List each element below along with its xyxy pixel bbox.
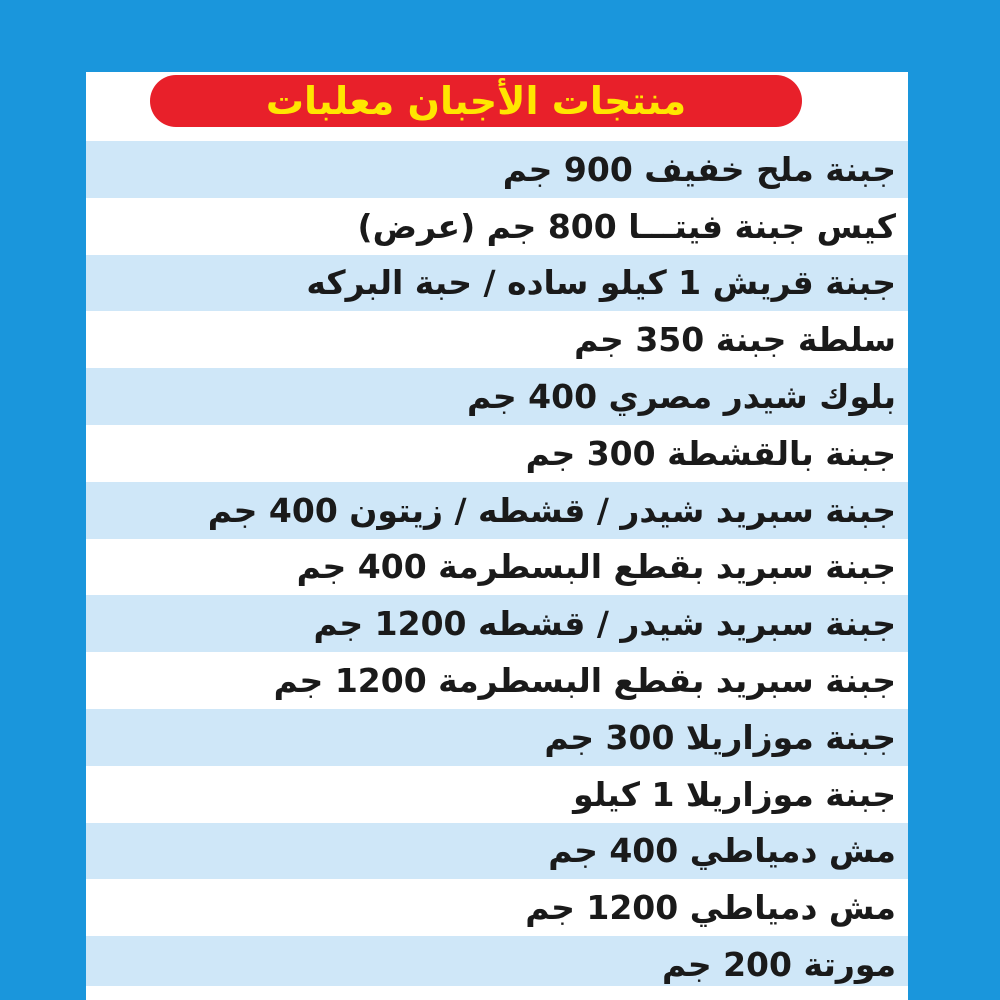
product-label: مش دمياطي 400 جم (548, 831, 896, 871)
list-item (86, 198, 908, 255)
product-list (86, 141, 908, 993)
product-label: جبنة سبريد بقطع البسطرمة 400 جم (296, 547, 896, 587)
list-item (86, 879, 908, 936)
product-label: جبنة سبريد شيدر / قشطه / زيتون 400 جم (207, 490, 896, 530)
list-item (86, 255, 908, 312)
page-title: منتجات الأجبان معلبات (265, 79, 687, 123)
product-label: بلوك شيدر مصري 400 جم (466, 377, 896, 417)
list-item (86, 652, 908, 709)
list-item (86, 766, 908, 823)
product-label: مورتة 200 جم (661, 945, 896, 985)
product-label: جبنة سبريد بقطع البسطرمة 1200 جم (273, 661, 896, 701)
list-item (86, 709, 908, 766)
list-item (86, 595, 908, 652)
list-item (86, 539, 908, 596)
list-item (86, 368, 908, 425)
list-item (86, 311, 908, 368)
title-banner (150, 75, 802, 127)
product-label: جبنة قريش 1 كيلو ساده / حبة البركه (306, 263, 896, 303)
product-label: سلطة جبنة 350 جم (574, 320, 896, 360)
product-label: جبنة سبريد شيدر / قشطه 1200 جم (313, 604, 896, 644)
product-list-panel (86, 72, 908, 1000)
product-label: جبنة ملح خفيف 900 جم (502, 149, 896, 189)
bottom-divider (86, 986, 908, 1000)
product-label: جبنة موزاريلا 1 كيلو (573, 774, 896, 814)
list-item (86, 141, 908, 198)
list-item (86, 936, 908, 993)
list-item (86, 425, 908, 482)
list-item (86, 482, 908, 539)
product-label: مش دمياطي 1200 جم (525, 888, 896, 928)
product-label: جبنة بالقشطة 300 جم (525, 433, 896, 473)
product-label: كيس جبنة فيتـــا 800 جم (عرض) (357, 206, 896, 246)
list-item (86, 823, 908, 880)
product-label: جبنة موزاريلا 300 جم (544, 717, 896, 757)
